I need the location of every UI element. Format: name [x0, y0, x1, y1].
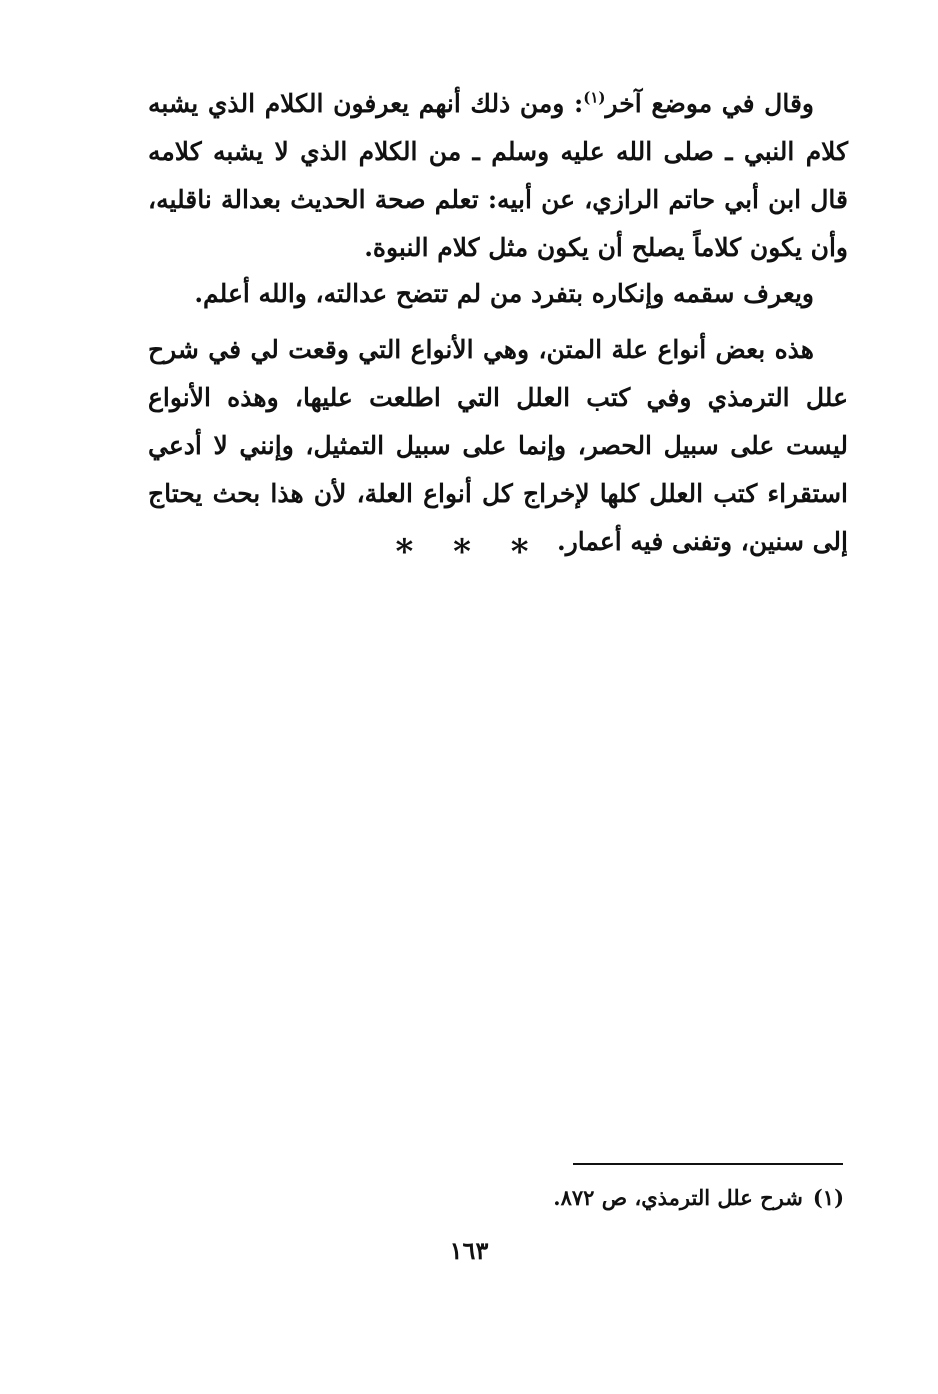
- footnote-text: شرح علل الترمذي، ص ٨٧٢.: [553, 1185, 803, 1210]
- paragraph-1: [148, 80, 848, 272]
- paragraph-1-text-rest: : ومن ذلك أنهم يعرفون الكلام الذي يشبه كلام النبي ـ صلى الله عليه وسلم ـ من الكلام الذي لا يشبه كلامه قال ابن أبي حاتم الرازي، عن أبيه: تعلم صحة الحديث بعدالة ناقليه، وأن يكون كلاماً يصلح أن يكون مثل كلام النبوة.: [148, 89, 848, 262]
- paragraph-3: [148, 326, 848, 566]
- footnote-reference: (١): [583, 88, 606, 107]
- paragraph-1-text-start: وقال في موضع آخر: [605, 89, 814, 118]
- paragraph-2: [148, 270, 848, 318]
- page-number: ١٦٣: [449, 1236, 489, 1265]
- footnote-divider: [573, 1163, 843, 1165]
- paragraph-3-text: هذه بعض أنواع علة المتن، وهي الأنواع التي وقعت لي في شرح علل الترمذي وفي كتب العلل التي اطلعت عليها، وهذه الأنواع ليست على سبيل الحصر، وإنما على سبيل التمثيل، وإنني لا أدعي استقراء كتب العلل كلها لإخراج كل أنواع العلة، لأن هذا بحث يحتاج إلى سنين، وتفنى فيه أعمار.: [148, 335, 848, 556]
- section-separator: * * *: [395, 532, 543, 572]
- footnote: [440, 1180, 844, 1216]
- paragraph-2-text: ويعرف سقمه وإنكاره بتفرد من لم تتضح عدالته، والله أعلم.: [194, 279, 814, 308]
- footnote-mark: (١): [812, 1185, 844, 1210]
